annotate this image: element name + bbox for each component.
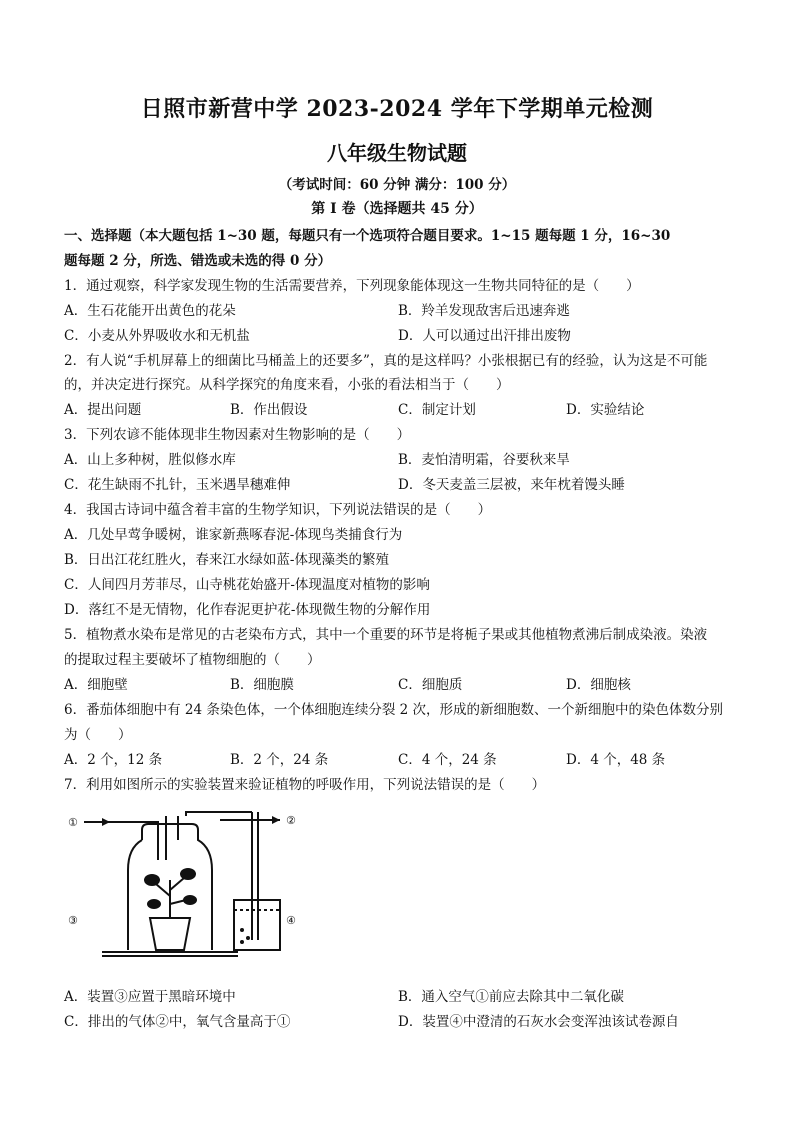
- figure-label-3: ③: [68, 914, 78, 927]
- q7-option-c: C．排出的气体②中，氧气含量高于①: [64, 1014, 291, 1030]
- q7-option-d: D．装置④中澄清的石灰水会变浑浊该试卷源自: [398, 1014, 679, 1030]
- question-3-stem: 3．下列农谚不能体现非生物因素对生物影响的是（ ）: [64, 427, 411, 443]
- q4-option-d: D．落红不是无情物，化作春泥更护花-体现微生物的分解作用: [64, 602, 431, 618]
- q3-option-a: A．山上多种树，胜似修水库: [64, 452, 236, 468]
- section-heading-line1: 一、选择题（本大题包括 1~30 题，每题只有一个选项符合题目要求。1~15 题每题 1 分，16~30: [64, 228, 671, 244]
- q7-option-b: B．通入空气①前应去除其中二氧化碳: [398, 989, 624, 1005]
- q7-option-a: A．装置③应置于黑暗环境中: [64, 989, 236, 1005]
- question-1-stem: 1．通过观察，科学家发现生物的生活需要营养，下列现象能体现这一生物共同特征的是（ ）: [64, 278, 640, 294]
- q6-option-c: C．4 个，24 条: [398, 752, 497, 768]
- section-heading-line2: 题每题 2 分，所选、错选或未选的得 0 分）: [64, 253, 332, 269]
- q6-option-b: B．2 个，24 条: [230, 752, 329, 768]
- q1-option-d: D．人可以通过出汗排出废物: [398, 328, 571, 344]
- q3-option-c: C．花生缺雨不扎针，玉米遇旱穗难伸: [64, 477, 291, 493]
- q5-option-b: B．细胞膜: [230, 677, 294, 693]
- q2-option-b: B．作出假设: [230, 402, 308, 418]
- q5-option-a: A．细胞壁: [64, 677, 128, 693]
- subject-title: 八年级生物试题: [327, 141, 467, 165]
- figure-label-1: ①: [68, 816, 78, 829]
- q6-option-d: D．4 个，48 条: [566, 752, 666, 768]
- q3-option-d: D．冬天麦盖三层被，来年枕着馒头睡: [398, 477, 625, 493]
- q2-option-c: C．制定计划: [398, 402, 476, 418]
- q5-option-d: D．细胞核: [566, 677, 631, 693]
- question-7-stem: 7．利用如图所示的实验装置来验证植物的呼吸作用，下列说法错误的是（ ）: [64, 777, 546, 793]
- figure-label-2: ②: [286, 814, 296, 827]
- question-5-stem-line2: 的提取过程主要破坏了植物细胞的（ ）: [64, 652, 321, 668]
- q4-option-b: B．日出江花红胜火，春来江水绿如蓝-体现藻类的繁殖: [64, 552, 389, 568]
- q2-option-d: D．实验结论: [566, 402, 645, 418]
- q4-option-c: C．人间四月芳菲尽，山寺桃花始盛开-体现温度对植物的影响: [64, 577, 430, 593]
- question-4-stem: 4．我国古诗词中蕴含着丰富的生物学知识，下列说法错误的是（ ）: [64, 502, 492, 518]
- question-6-stem-line2: 为（ ）: [64, 727, 132, 743]
- figure-label-4: ④: [286, 914, 296, 927]
- q1-option-c: C．小麦从外界吸收水和无机盐: [64, 328, 250, 344]
- q1-option-b: B．羚羊发现敌害后迅速奔逃: [398, 303, 570, 319]
- q5-option-c: C．细胞质: [398, 677, 463, 693]
- question-6-stem-line1: 6．番茄体细胞中有 24 条染色体，一个体细胞连续分裂 2 次，形成的新细胞数、一个新细胞中的染色体数分别: [64, 702, 724, 718]
- q2-option-a: A．提出问题: [64, 402, 142, 418]
- q1-option-a: A．生石花能开出黄色的花朵: [64, 303, 236, 319]
- question-2-stem-line1: 2．有人说“手机屏幕上的细菌比马桶盖上的还要多”，真的是这样吗？小张根据已有的经验，认为这是不可能: [64, 353, 708, 369]
- q3-option-b: B．麦怕清明霜，谷要秋来旱: [398, 452, 570, 468]
- q4-option-a: A．几处早莺争暖树，谁家新燕啄春泥-体现鸟类捕食行为: [64, 527, 403, 543]
- q6-option-a: A．2 个，12 条: [64, 752, 163, 768]
- question-2-stem-line2: 的，并决定进行探究。从科学探究的角度来看，小张的看法相当于（ ）: [64, 377, 510, 393]
- respiration-apparatus-figure: [62, 800, 306, 975]
- part-title: 第 Ⅰ 卷（选择题共 45 分）: [311, 201, 483, 217]
- school-title: 日照市新营中学 2023-2024 学年下学期单元检测: [140, 96, 654, 122]
- question-5-stem-line1: 5．植物煮水染布是常见的古老染布方式，其中一个重要的环节是将栀子果或其他植物煮沸后制成染液。染液: [64, 627, 708, 643]
- exam-info: （考试时间：60 分钟 满分：100 分）: [278, 177, 516, 193]
